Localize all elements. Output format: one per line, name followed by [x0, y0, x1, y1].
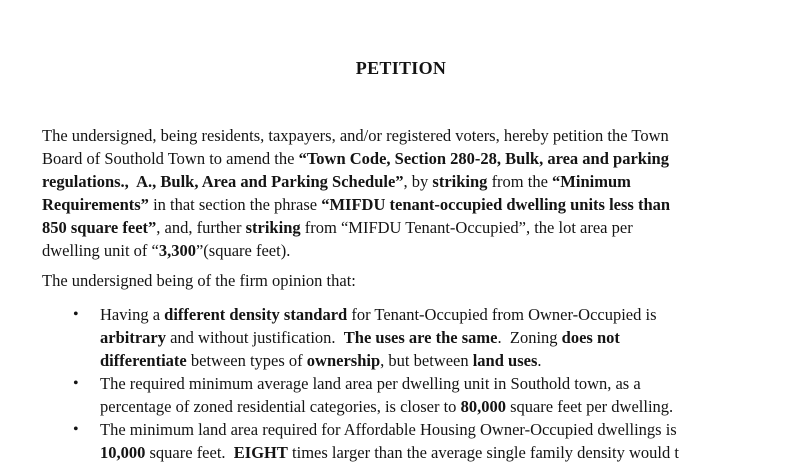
text-run: does not — [561, 328, 620, 347]
text-line — [42, 147, 760, 170]
text-run: 3,300 — [158, 241, 196, 260]
text-line — [42, 216, 760, 239]
list-item-affordable-housing — [42, 418, 760, 464]
text-run: “MIFDU tenant-occupied dwelling units less than — [321, 195, 671, 214]
bullet-icon: • — [73, 421, 79, 438]
text-run: , and, further — [156, 218, 246, 237]
text-run: arbitrary — [100, 328, 166, 347]
opinion-lead-paragraph — [42, 269, 760, 292]
text-line — [100, 326, 760, 349]
text-line — [42, 239, 760, 262]
text-run: The undersigned, being residents, taxpayers, and/or registered voters, hereby petition the Town — [42, 126, 669, 145]
bullet-icon: • — [73, 306, 79, 323]
opinion-bullet-list — [42, 303, 760, 464]
text-run: , but between — [380, 351, 473, 370]
text-run: The undersigned being of the firm opinion that: — [42, 271, 356, 290]
text-run: for Tenant-Occupied from Owner-Occupied is — [347, 305, 657, 324]
text-run: Requirements” — [42, 195, 149, 214]
list-item-density-standard — [42, 303, 760, 372]
text-line — [100, 395, 760, 418]
text-run: between types of — [186, 351, 307, 370]
text-line — [42, 193, 760, 216]
text-run: square feet. — [145, 443, 234, 462]
text-run: percentage of zoned residential categories, is closer to — [100, 397, 461, 416]
text-run: , by — [403, 172, 433, 191]
text-line — [42, 170, 760, 193]
text-run: from “MIFDU Tenant-Occupied”, the lot area per — [300, 218, 633, 237]
text-run: land uses — [472, 351, 538, 370]
text-run: ”(square feet). — [195, 241, 291, 260]
text-run: 850 square feet” — [42, 218, 157, 237]
text-run: times larger than the average single family density would t — [287, 443, 679, 462]
text-run: striking — [245, 218, 301, 237]
text-run: “Town Code, Section 280-28, Bulk, area and parking — [298, 149, 669, 168]
text-run: . — [537, 351, 542, 370]
text-run: Having a — [100, 305, 165, 324]
text-run: differentiate — [100, 351, 187, 370]
intro-paragraph — [42, 124, 760, 262]
text-run: The uses are the same — [343, 328, 498, 347]
text-run: ownership — [306, 351, 381, 370]
text-run: 80,000 — [460, 397, 506, 416]
text-line — [42, 124, 760, 147]
list-item-minimum-land-area — [42, 372, 760, 418]
text-run: . Zoning — [497, 328, 562, 347]
text-run: Board of Southold Town to amend the — [42, 149, 299, 168]
bullet-icon: • — [73, 375, 79, 392]
text-line — [100, 418, 760, 441]
text-line — [100, 349, 760, 372]
text-run: regulations., A., Bulk, Area and Parking Schedule” — [42, 172, 404, 191]
text-run: 10,000 — [100, 443, 146, 462]
text-run: EIGHT — [233, 443, 288, 462]
text-run: The minimum land area required for Affordable Housing Owner-Occupied dwellings is — [100, 420, 677, 439]
text-run: square feet per dwelling. — [505, 397, 674, 416]
text-line — [100, 372, 760, 395]
text-line — [100, 303, 760, 326]
text-run: “Minimum — [552, 172, 631, 191]
text-run: from the — [487, 172, 553, 191]
text-run: striking — [432, 172, 488, 191]
document-title: PETITION — [355, 58, 447, 78]
text-line — [100, 441, 760, 464]
text-run: and without justification. — [165, 328, 344, 347]
text-run: in that section the phrase — [148, 195, 322, 214]
text-run: dwelling unit of “ — [42, 241, 159, 260]
text-line — [42, 269, 760, 292]
text-run: The required minimum average land area per dwelling unit in Southold town, as a — [100, 374, 641, 393]
text-run: different density standard — [164, 305, 348, 324]
